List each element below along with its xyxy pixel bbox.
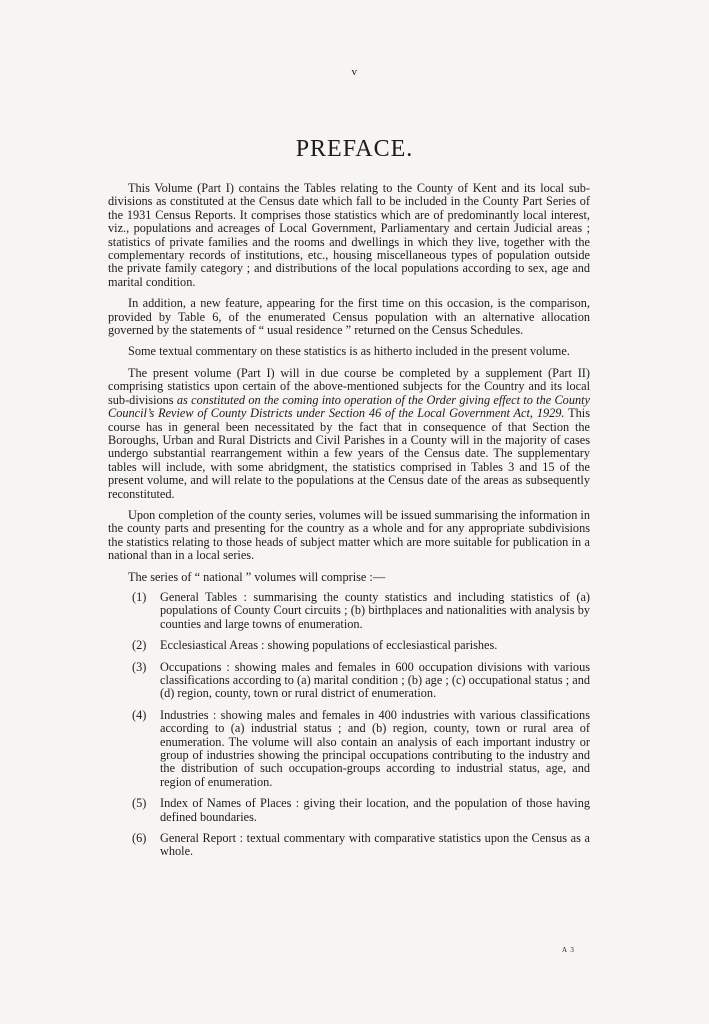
paragraph-4-after: This course has in general been necessitated by the fact that in consequence of that Section the Boroughs, Urban and Rural Districts and Civil Parishes in a County will in the majority of cases undergo substantial rearrangement within a few years of the Census date. The supplementary tables will include, with some abridgment, the statistics comprised in Tables 3 and 15 of the present volume, and will relate to the populations at the Census date of the areas as subsequently reconstituted. (108, 406, 590, 501)
list-item-text: Occupations : showing males and females in 600 occupation divisions with various classifications according to (a) marital condition ; (b) age ; (c) occupational status ; and (d) region, county, town or rural district of enumeration. (160, 659, 590, 701)
list-item-number: (4) (132, 707, 147, 722)
list-item-text: General Tables : summarising the county statistics and including statistics of (a) populations of County Court circuits ; (b) birthplaces and nationalities with analysis by counties and large towns of enumeration. (160, 589, 590, 631)
list-item (108, 832, 590, 859)
list-item-number: (5) (132, 796, 147, 811)
series-intro: The series of “ national ” volumes will comprise :— (128, 569, 386, 584)
paragraph-3: Some textual commentary on these statistics is as hitherto included in the present volume. (128, 344, 570, 359)
paragraph-5: Upon completion of the county series, volumes will be issued summarising the information in the county parts and presenting for the country as a whole and for any appropriate subdivisions the statistics relating to those heads of subject matter which are more suitable for publication in a national than in a local series. (108, 507, 590, 563)
list-item (108, 797, 590, 824)
list-item (108, 709, 590, 789)
signature-mark: A 3 (562, 946, 575, 954)
list-item-text: Industries : showing males and females in 400 industries with various classifications according to (a) industrial status ; and (b) region, county, town or rural area of enumeration. The volume will also contain an analysis of each important industry or group of industries showing the principal occupations contributing to the industry and the distribution of such occupation-groups according to industrial status, age, and region of enumeration. (160, 707, 590, 789)
paragraph-4 (108, 367, 590, 501)
paragraph-4-italic: as constituted on the coming into operation of the Order giving effect to the County Council’s Review of County Districts under Section 46 of the Local Government Act, 1929. (108, 392, 590, 421)
list-item-number: (1) (132, 589, 147, 604)
list-item-text: General Report : textual commentary with comparative statistics upon the Census as a whole. (160, 831, 590, 859)
list-item-number: (6) (132, 831, 147, 846)
paragraph-4-before: The present volume (Part I) will in due course be completed by a supplement (Part II) comprising statistics upon certain of the above-mentioned subjects for the Country and its local sub-divisions (108, 365, 590, 407)
list-item-text: Ecclesiastical Areas : showing populations of ecclesiastical parishes. (160, 638, 498, 653)
list-item (108, 661, 590, 701)
paragraph-2: In addition, a new feature, appearing for the first time on this occasion, is the comparison, provided by Table 6, of the enumerated Census population with an alternative allocation governed by the statements of “ usual residence ” returned on the Census Schedules. (108, 296, 590, 338)
paragraph-1: This Volume (Part I) contains the Tables relating to the County of Kent and its local sub-divisions as constituted at the Census date which fall to be included in the County Part Series of the 1931 Census Reports. It comprises those statistics which are of predominantly local interest, viz., populations and acreages of Local Government, Parliamentary and certain Judicial areas ; statistics of private families and the rooms and dwellings in which they live, together with the complementary records of institutions, etc., housing miscellaneous types of population outside the private family category ; and distributions of the local populations according to sex, age and marital condition. (108, 181, 590, 289)
list-item (108, 639, 590, 652)
list-item-number: (2) (132, 638, 147, 653)
page-title: PREFACE. (295, 136, 414, 162)
volumes-list (108, 591, 590, 859)
list-item-text: Index of Names of Places : giving their location, and the population of those having defined boundaries. (160, 796, 590, 824)
list-item-number: (3) (132, 659, 147, 674)
page-number: v (351, 66, 358, 78)
list-item (108, 591, 590, 631)
preface-body (108, 182, 590, 867)
